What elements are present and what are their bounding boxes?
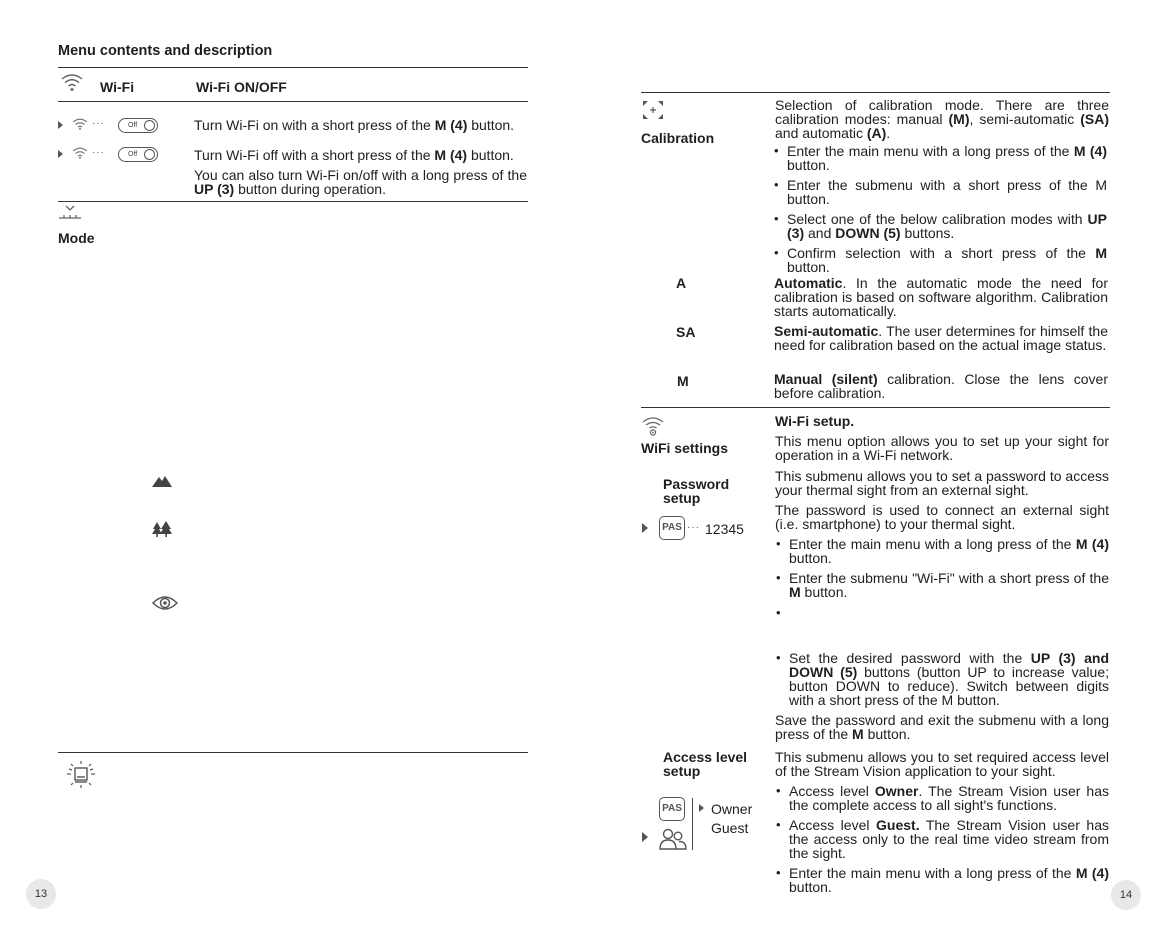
access-level-intro: This submenu allows you to set required access level of the Stream Vision application to your sight. [775, 749, 1109, 779]
wifi-toggle-switch[interactable] [118, 147, 158, 162]
toggle-label: Off [128, 122, 138, 129]
password-step: • Set the desired password with the UP (3) and DOWN (5) buttons (button UP to increase value; button DOWN to reduce). Switch between digits with a short press of the M button. [789, 651, 1109, 707]
toggle-knob [144, 120, 155, 131]
eye-icon [151, 594, 179, 612]
arrow-right-icon [699, 804, 704, 812]
dotted-leader: ··· [687, 522, 700, 533]
calibration-step: • Enter the submenu with a short press of the M button. [787, 178, 1107, 206]
mode-description-semi-automatic: Semi-automatic. The user determines for himself the need for calibration based on the actual image status. [774, 323, 1108, 353]
wifi-icon [72, 146, 88, 159]
calibration-step: • Enter the main menu with a long press of the M (4) button. [787, 144, 1107, 172]
access-level-item: • Access level Owner. The Stream Vision user has the complete access to all sight's functions. [789, 784, 1109, 812]
wifi-menu-description: Wi-Fi ON/OFF [196, 79, 287, 95]
wifi-on-instruction: Turn Wi-Fi on with a short press of the M (4) button. [194, 117, 515, 133]
mode-code-m: M [677, 373, 689, 389]
wifi-off-instruction: Turn Wi-Fi off with a short press of the M (4) button. [194, 147, 514, 163]
page-number: 13 [26, 879, 56, 909]
password-icon: PAS [659, 516, 685, 540]
mode-code-a: A [676, 275, 687, 291]
forest-icon [151, 521, 173, 537]
access-password-icon: PAS [659, 797, 685, 821]
access-option-owner: Owner [711, 801, 753, 817]
password-step: • Enter the submenu "Wi-Fi" with a short press of the M button. [789, 571, 1109, 599]
mode-description-automatic: Automatic. In the automatic mode the need for calibration is based on software algorithm. Calibration starts automatically. [774, 275, 1108, 319]
calibration-step: • Select one of the below calibration modes with UP (3) and DOWN (5) buttons. [787, 212, 1107, 240]
divider [58, 101, 528, 102]
password-setup-description: This submenu allows you to set a password to access your thermal sight from an external sight. [775, 468, 1109, 498]
display-brightness-icon [64, 760, 98, 790]
mode-icon [58, 204, 82, 222]
wifi-icon [72, 117, 88, 130]
access-level-item: • Access level Guest. The Stream Vision user has the access only to the real time video stream from the sight. [789, 818, 1109, 860]
password-setup-label: Password setup [663, 476, 730, 506]
password-usage-description: The password is used to connect an external sight (i.e. smartphone) to your thermal sight. [775, 502, 1109, 532]
dotted-leader: ··· [92, 118, 105, 129]
toggle-knob [144, 149, 155, 160]
users-icon [659, 827, 687, 851]
wifi-settings-label: WiFi settings [641, 440, 728, 456]
divider [58, 67, 528, 68]
wifi-long-press-note: You can also turn Wi-Fi on/off with a long press of the UP (3) button during operation. [194, 167, 527, 197]
wifi-icon [60, 72, 84, 92]
arrow-right-icon [642, 832, 648, 842]
calibration-label: Calibration [641, 130, 715, 146]
wifi-settings-icon [641, 415, 665, 437]
password-value: 12345 [705, 521, 744, 537]
mode-description-manual: Manual (silent) calibration. Close the lens cover before calibration. [774, 371, 1108, 401]
divider [641, 407, 1110, 408]
access-level-item: • Enter the main menu with a long press of the M (4) button. [789, 866, 1109, 894]
calibration-step: • Confirm selection with a short press of the M button. [787, 246, 1107, 274]
wifi-setup-title: Wi-Fi setup. [775, 413, 855, 429]
wifi-menu-name: Wi-Fi [100, 79, 135, 95]
page-number: 14 [1111, 880, 1141, 910]
access-level-label: Access level setup [663, 749, 748, 779]
divider [641, 92, 1110, 93]
left-page-heading: Menu contents and description [58, 43, 273, 59]
divider [58, 201, 528, 202]
dotted-leader: ··· [92, 147, 105, 158]
arrow-right-icon [642, 523, 648, 533]
mode-label: Mode [58, 230, 95, 246]
access-options-divider [692, 798, 693, 850]
arrow-right-icon [58, 150, 63, 158]
password-step: • Enter the main menu with a long press of the M (4) button. [789, 537, 1109, 565]
password-save-instruction: Save the password and exit the submenu with a long press of the M button. [775, 712, 1109, 742]
calibration-icon [641, 99, 665, 121]
access-option-guest: Guest [711, 820, 749, 836]
calibration-intro: Selection of calibration mode. There are three calibration modes: manual (M), semi-automatic (SA) and automatic (A). [775, 97, 1109, 141]
mode-code-sa: SA [676, 324, 696, 340]
toggle-label: Off [128, 151, 138, 158]
mountain-icon [151, 472, 173, 488]
wifi-setup-intro: This menu option allows you to set up your sight for operation in a Wi-Fi network. [775, 433, 1109, 463]
divider [58, 752, 528, 753]
wifi-toggle-switch[interactable] [118, 118, 158, 133]
arrow-right-icon [58, 121, 63, 129]
